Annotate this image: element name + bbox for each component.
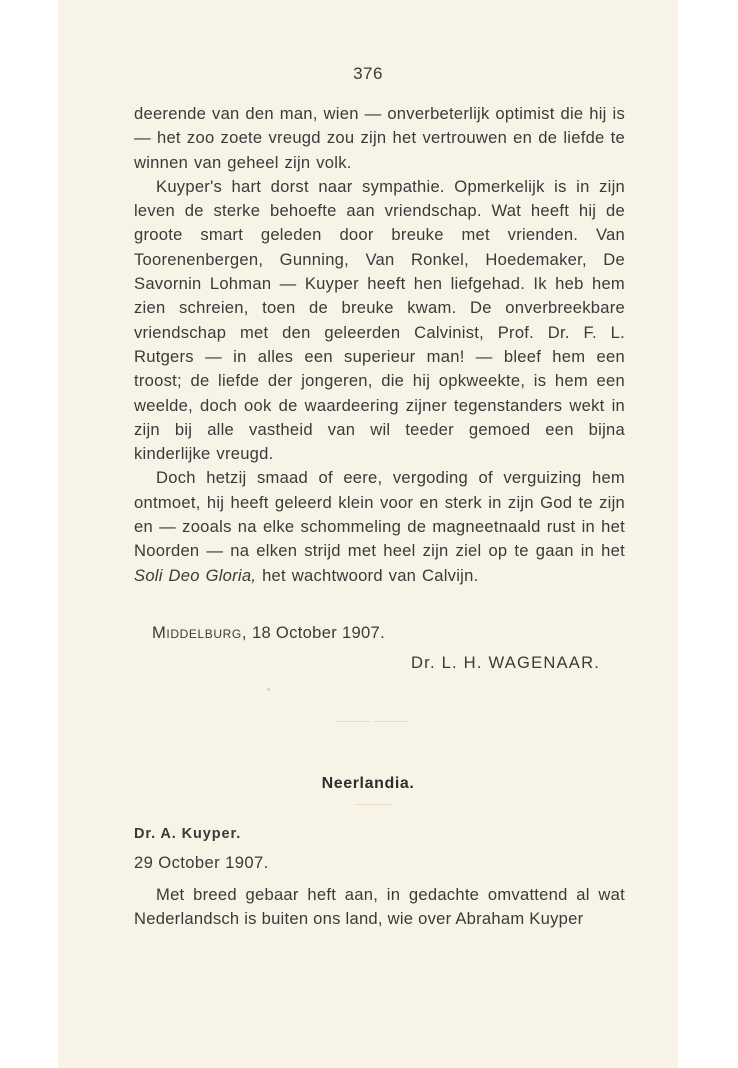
- article-heading: Dr. A. Kuyper.: [134, 826, 242, 842]
- paragraph-1: deerende van den man, wien — onverbeterlijk optimist die hij is — het zoo zoete vreugd zou zijn het vertrouwen en de liefde te winnen van geheel zijn volk.: [134, 104, 625, 172]
- place-date-line: [152, 623, 385, 643]
- paragraph-3-italic: Soli Deo Gloria,: [134, 565, 257, 585]
- article-body: [134, 883, 625, 932]
- right-margin: [678, 0, 738, 1068]
- paragraph-2: Kuyper's hart dorst naar sympathie. Opmerkelijk is in zijn leven de sterke behoefte aan vriendschap. Wat heeft hij de groote smart geleden door breuke met vrienden. Van Toorenenbergen, Gunning, Van Ronkel, Hoedemaker, De Savornin Lohman — Kuyper heeft hen liefgehad. Ik heb hem zien schreien, toen de breuke kwam. De onverbreekbare vriendschap met den geleerden Calvinist, Prof. Dr. F. L. Rutgers — in alles een superieur man! — bleef hem een troost; de liefde der jongeren, die hij opkweekte, is hem een weelde, doch ook de waardeering zijner tegenstanders wekt in zijn bij alle vastheid van wil teeder gemoed een bijna kinderlijke vreugd.: [134, 176, 625, 464]
- left-margin: [0, 0, 58, 1068]
- article-paragraph: Met breed gebaar heft aan, in gedachte omvattend al wat Nederlandsch is buiten ons land, wie over Abraham Kuyper: [134, 885, 625, 929]
- document-page: [58, 0, 678, 1068]
- section-title: Neerlandia.: [321, 775, 415, 792]
- paragraph-3-end: het wachtwoord van Calvijn.: [256, 565, 479, 585]
- main-text: [134, 102, 625, 588]
- paragraph-3: [134, 466, 625, 587]
- title-underline: [356, 804, 392, 805]
- paper-speck: [267, 688, 270, 691]
- place-name: Middelburg,: [152, 623, 248, 642]
- page-number: 376: [353, 64, 383, 83]
- letter-date: 18 October 1907.: [247, 623, 385, 642]
- article-date: 29 October 1907.: [134, 853, 269, 872]
- paragraph-3-start: Doch hetzij smaad of eere, vergoding of verguizing hem ontmoet, hij heeft geleerd klein voor en sterk in zijn God te zijn en — zooals na elke schommeling de magneetnaald rust in het Noorden — na elken strijd met heel zijn ziel op te gaan in het: [134, 468, 625, 561]
- signature: Dr. L. H. WAGENAAR.: [411, 653, 601, 672]
- separator-line-2: [374, 721, 408, 722]
- separator-line-1: [336, 721, 370, 722]
